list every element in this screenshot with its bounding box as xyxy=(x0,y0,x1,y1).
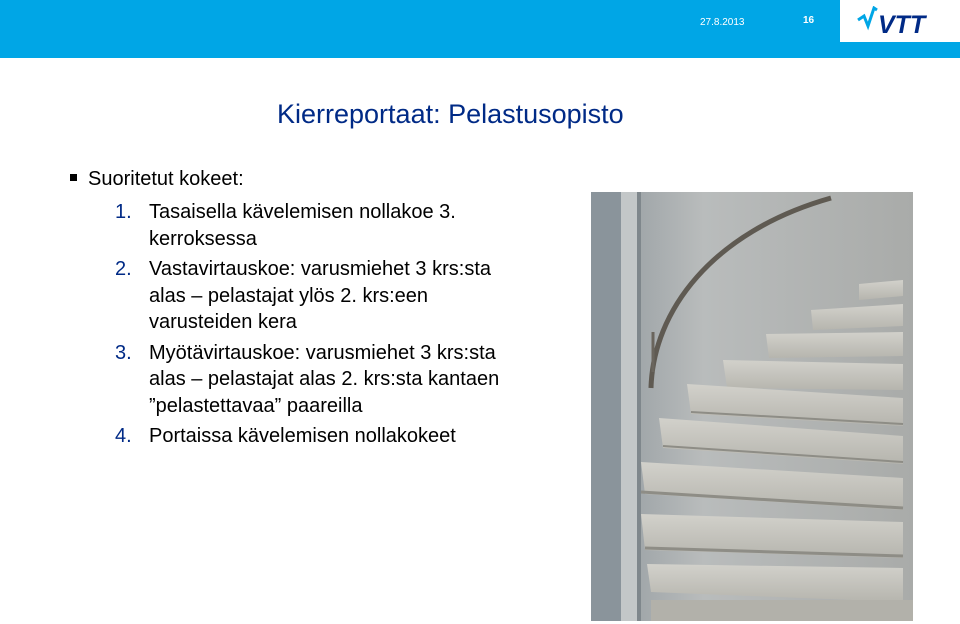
list-text: Portaissa kävelemisen nollakokeet xyxy=(149,425,456,447)
slide-title: Kierreportaat: Pelastusopisto xyxy=(277,99,624,129)
list-item xyxy=(115,256,525,336)
list-number: 2. xyxy=(115,258,132,280)
list-text: Myötävirtauskoe: varusmiehet 3 krs:sta alas – pelastajat alas 2. krs:sta kantaen ”pelastettavaa” paareilla xyxy=(149,341,500,417)
list-text: Vastavirtauskoe: varusmiehet 3 krs:sta alas – pelastajat ylös 2. krs:een varusteiden kera xyxy=(149,258,491,333)
list-text: Tasaisella kävelemisen nollakoe 3. kerroksessa xyxy=(149,201,456,250)
slide-date: 27.8.2013 xyxy=(700,17,745,28)
list-item xyxy=(115,199,525,252)
list-item xyxy=(115,340,525,420)
square-bullet-icon xyxy=(70,174,77,181)
bullet-text: Suoritetut kokeet: xyxy=(88,168,244,190)
list-number: 3. xyxy=(115,341,132,364)
logo-text: VTT xyxy=(878,11,926,36)
header-bar xyxy=(0,0,960,58)
list-number: 1. xyxy=(115,201,132,223)
bullet-item xyxy=(70,168,244,191)
vtt-logo-icon xyxy=(856,6,948,36)
list-number: 4. xyxy=(115,425,132,447)
vtt-logo xyxy=(840,0,960,42)
experiment-list xyxy=(115,199,525,454)
list-item xyxy=(115,423,525,450)
spiral-staircase-photo xyxy=(591,192,913,621)
page-number: 16 xyxy=(803,15,815,26)
